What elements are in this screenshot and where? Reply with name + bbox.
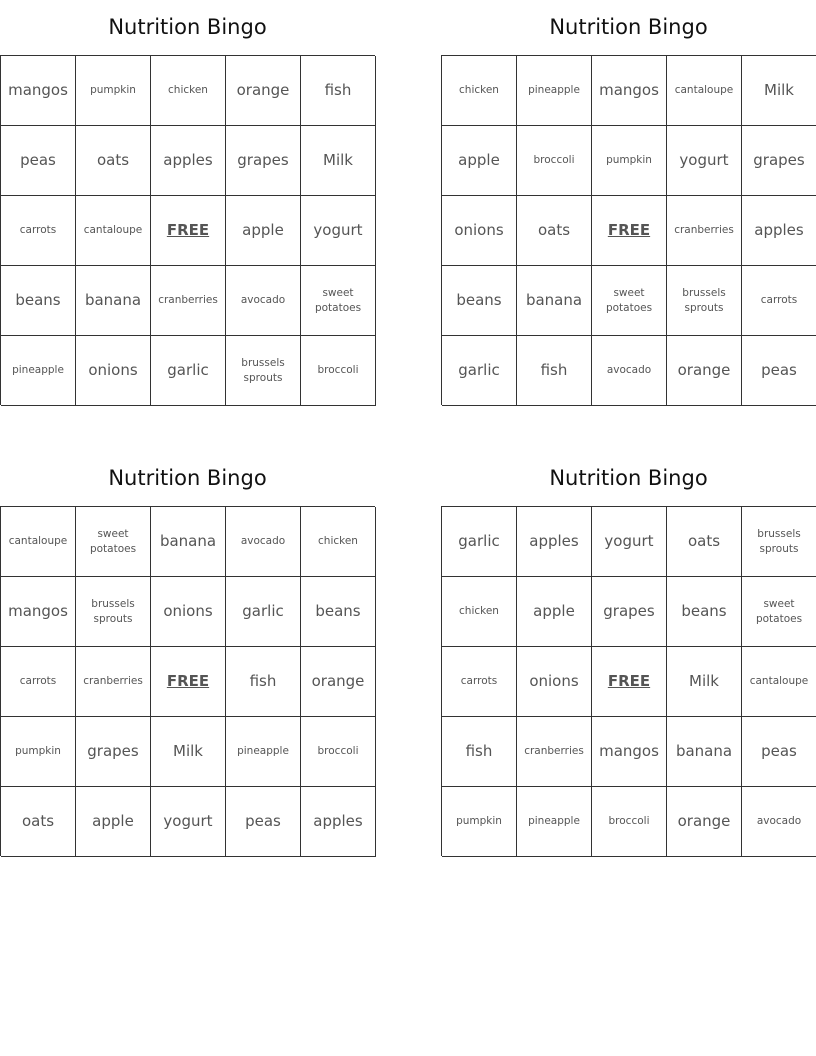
bingo-cell: Milk bbox=[301, 126, 376, 196]
bingo-cell: sweet potatoes bbox=[76, 507, 151, 577]
bingo-card bbox=[441, 0, 816, 405]
bingo-cell: yogurt bbox=[151, 787, 226, 857]
bingo-cell: onions bbox=[151, 577, 226, 647]
bingo-card bbox=[441, 451, 816, 856]
bingo-cell: avocado bbox=[742, 787, 816, 857]
bingo-cell: fish bbox=[301, 56, 376, 126]
bingo-cell: orange bbox=[667, 787, 742, 857]
bingo-cell: brussels sprouts bbox=[76, 577, 151, 647]
bingo-cell: beans bbox=[442, 266, 517, 336]
bingo-cell: oats bbox=[517, 196, 592, 266]
bingo-cell: cranberries bbox=[517, 717, 592, 787]
bingo-cell: cantaloupe bbox=[1, 507, 76, 577]
bingo-cell: onions bbox=[442, 196, 517, 266]
bingo-cell: chicken bbox=[301, 507, 376, 577]
bingo-cell: apple bbox=[76, 787, 151, 857]
bingo-cell: peas bbox=[1, 126, 76, 196]
bingo-grid bbox=[441, 55, 816, 405]
bingo-cell: pumpkin bbox=[76, 56, 151, 126]
bingo-cell: Milk bbox=[742, 56, 816, 126]
bingo-grid bbox=[0, 55, 375, 405]
bingo-cell: pumpkin bbox=[1, 717, 76, 787]
bingo-cell: broccoli bbox=[592, 787, 667, 857]
bingo-cell: grapes bbox=[592, 577, 667, 647]
bingo-cell: broccoli bbox=[301, 717, 376, 787]
bingo-cell: carrots bbox=[742, 266, 816, 336]
bingo-cell: cantaloupe bbox=[742, 647, 816, 717]
bingo-cell: banana bbox=[76, 266, 151, 336]
bingo-cell: garlic bbox=[151, 336, 226, 406]
bingo-cell: pineapple bbox=[226, 717, 301, 787]
bingo-cell: orange bbox=[667, 336, 742, 406]
bingo-cell: apples bbox=[151, 126, 226, 196]
bingo-cell: onions bbox=[517, 647, 592, 717]
bingo-cell: fish bbox=[442, 717, 517, 787]
bingo-cell: sweet potatoes bbox=[301, 266, 376, 336]
free-space-cell: FREE bbox=[592, 196, 667, 266]
bingo-cell: sweet potatoes bbox=[592, 266, 667, 336]
bingo-cell: pumpkin bbox=[442, 787, 517, 857]
bingo-cell: chicken bbox=[442, 56, 517, 126]
bingo-cell: chicken bbox=[442, 577, 517, 647]
bingo-cell: pineapple bbox=[517, 56, 592, 126]
bingo-cell: cranberries bbox=[151, 266, 226, 336]
bingo-cell: peas bbox=[742, 336, 816, 406]
bingo-cell: banana bbox=[151, 507, 226, 577]
bingo-cell: onions bbox=[76, 336, 151, 406]
bingo-cell: apples bbox=[517, 507, 592, 577]
free-space-cell: FREE bbox=[151, 647, 226, 717]
bingo-cell: fish bbox=[226, 647, 301, 717]
bingo-cell: chicken bbox=[151, 56, 226, 126]
bingo-cell: peas bbox=[226, 787, 301, 857]
bingo-cell: carrots bbox=[442, 647, 517, 717]
bingo-cell: garlic bbox=[226, 577, 301, 647]
bingo-cell: pineapple bbox=[517, 787, 592, 857]
bingo-cell: cantaloupe bbox=[667, 56, 742, 126]
bingo-cell: garlic bbox=[442, 336, 517, 406]
bingo-cell: carrots bbox=[1, 196, 76, 266]
free-space-cell: FREE bbox=[592, 647, 667, 717]
bingo-cell: grapes bbox=[76, 717, 151, 787]
bingo-cell: fish bbox=[517, 336, 592, 406]
bingo-cell: banana bbox=[517, 266, 592, 336]
bingo-cell: banana bbox=[667, 717, 742, 787]
bingo-cell: peas bbox=[742, 717, 816, 787]
bingo-cell: pineapple bbox=[1, 336, 76, 406]
bingo-cell: avocado bbox=[592, 336, 667, 406]
card-title: Nutrition Bingo bbox=[108, 466, 267, 490]
bingo-cell: cantaloupe bbox=[76, 196, 151, 266]
bingo-cell: orange bbox=[226, 56, 301, 126]
bingo-grid bbox=[441, 506, 816, 856]
bingo-cell: Milk bbox=[667, 647, 742, 717]
bingo-cell: avocado bbox=[226, 266, 301, 336]
bingo-cell: yogurt bbox=[667, 126, 742, 196]
bingo-cell: grapes bbox=[742, 126, 816, 196]
bingo-cell: Milk bbox=[151, 717, 226, 787]
bingo-cell: apple bbox=[442, 126, 517, 196]
bingo-cell: mangos bbox=[592, 56, 667, 126]
bingo-cell: beans bbox=[301, 577, 376, 647]
free-space-cell: FREE bbox=[151, 196, 226, 266]
bingo-grid bbox=[0, 506, 375, 856]
bingo-cell: mangos bbox=[592, 717, 667, 787]
bingo-card bbox=[0, 0, 375, 405]
card-title: Nutrition Bingo bbox=[549, 466, 708, 490]
bingo-cell: apples bbox=[742, 196, 816, 266]
bingo-cell: apple bbox=[517, 577, 592, 647]
bingo-cell: grapes bbox=[226, 126, 301, 196]
bingo-cell: oats bbox=[76, 126, 151, 196]
bingo-cell: carrots bbox=[1, 647, 76, 717]
bingo-cell: brussels sprouts bbox=[667, 266, 742, 336]
bingo-cell: sweet potatoes bbox=[742, 577, 816, 647]
bingo-cell: oats bbox=[1, 787, 76, 857]
bingo-cell: yogurt bbox=[592, 507, 667, 577]
bingo-cell: beans bbox=[667, 577, 742, 647]
bingo-cell: yogurt bbox=[301, 196, 376, 266]
bingo-cell: broccoli bbox=[517, 126, 592, 196]
card-title: Nutrition Bingo bbox=[549, 15, 708, 39]
bingo-cell: pumpkin bbox=[592, 126, 667, 196]
bingo-cell: cranberries bbox=[667, 196, 742, 266]
bingo-cell: garlic bbox=[442, 507, 517, 577]
bingo-cell: oats bbox=[667, 507, 742, 577]
card-title: Nutrition Bingo bbox=[108, 15, 267, 39]
bingo-cell: mangos bbox=[1, 56, 76, 126]
bingo-cell: avocado bbox=[226, 507, 301, 577]
bingo-cell: brussels sprouts bbox=[226, 336, 301, 406]
bingo-cell: mangos bbox=[1, 577, 76, 647]
bingo-cell: brussels sprouts bbox=[742, 507, 816, 577]
bingo-cell: beans bbox=[1, 266, 76, 336]
bingo-cell: apple bbox=[226, 196, 301, 266]
bingo-card bbox=[0, 451, 375, 856]
bingo-cell: broccoli bbox=[301, 336, 376, 406]
bingo-cell: apples bbox=[301, 787, 376, 857]
bingo-cell: orange bbox=[301, 647, 376, 717]
bingo-cell: cranberries bbox=[76, 647, 151, 717]
